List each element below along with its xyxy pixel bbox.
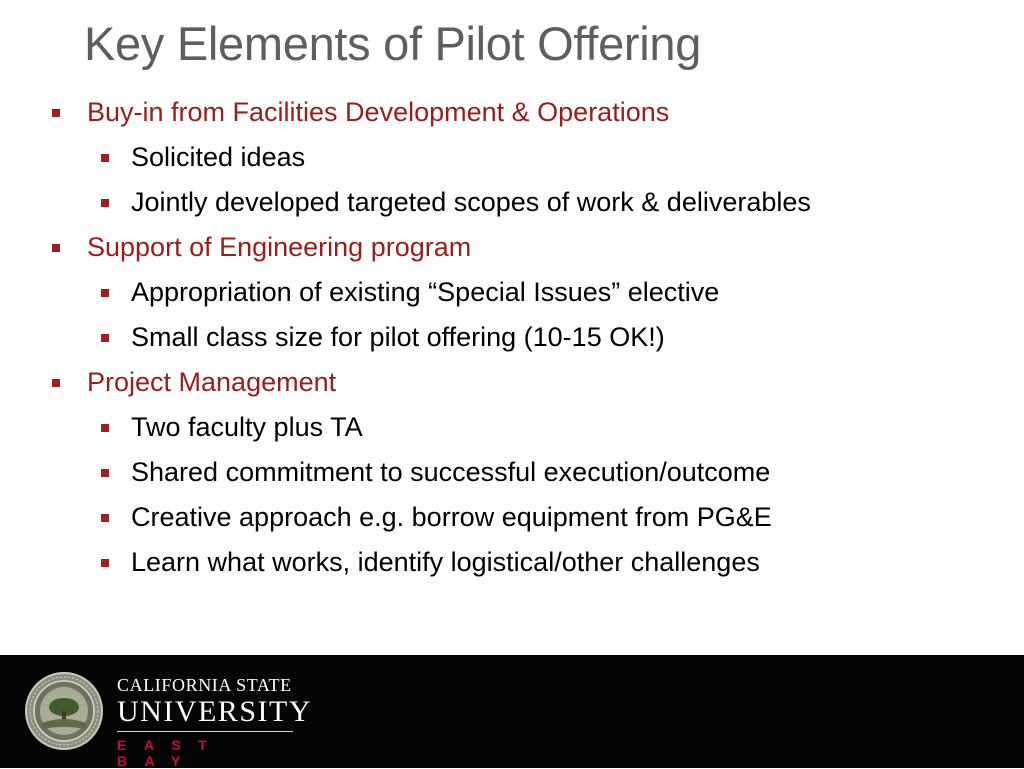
square-bullet-icon — [101, 514, 109, 522]
square-bullet-icon — [101, 199, 109, 207]
bullet-text: Shared commitment to successful execution/outcome — [131, 457, 771, 487]
bullet-text: Two faculty plus TA — [131, 412, 363, 442]
square-bullet-icon — [101, 424, 109, 432]
logo-line-1: CALIFORNIA STATE — [117, 675, 292, 695]
bullet-text: Learn what works, identify logistical/other challenges — [131, 547, 760, 577]
square-bullet-icon — [101, 289, 109, 297]
square-bullet-icon — [52, 109, 60, 117]
square-bullet-icon — [101, 334, 109, 342]
bullet-text: Creative approach e.g. borrow equipment from PG&E — [131, 502, 772, 532]
bullet-text: Small class size for pilot offering (10-15 OK!) — [131, 322, 665, 352]
bullet-text: Buy-in from Facilities Development & Operations — [87, 97, 670, 127]
bullet-text: Support of Engineering program — [87, 232, 472, 262]
logo-line-3: EAST BAY — [117, 737, 225, 769]
slide-title: Key Elements of Pilot Offering — [84, 17, 702, 70]
bullet-text: Jointly developed targeted scopes of work & deliverables — [131, 187, 811, 217]
square-bullet-icon — [101, 469, 109, 477]
logo-line-2: UNIVERSITY — [117, 695, 293, 732]
university-seal-icon — [24, 671, 104, 751]
square-bullet-icon — [52, 379, 60, 387]
bullet-text: Project Management — [87, 367, 337, 397]
square-bullet-icon — [101, 154, 109, 162]
square-bullet-icon — [52, 244, 60, 252]
footer-bar — [0, 655, 1024, 768]
square-bullet-icon — [101, 559, 109, 567]
bullet-text: Solicited ideas — [131, 142, 306, 172]
bullet-text: Appropriation of existing “Special Issues” elective — [131, 277, 720, 307]
university-logo — [117, 675, 312, 769]
